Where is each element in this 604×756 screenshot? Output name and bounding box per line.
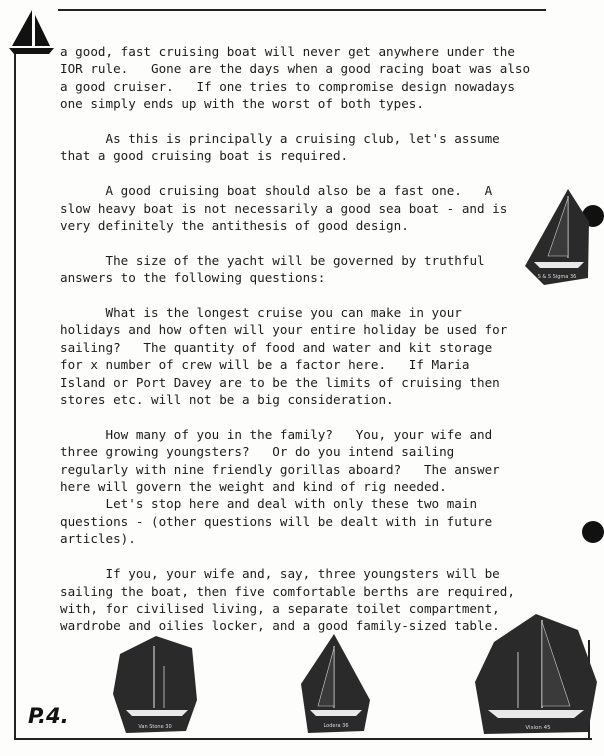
paragraph: A good cruising boat should also be a fast one. A slow heavy boat is not necessarily a good sea boat - and is very definitely the antithesis of good design. (60, 183, 508, 234)
photo-caption: Van Stone 30 (138, 724, 172, 730)
left-rule (14, 52, 16, 740)
photo-caption: Lodera 36 (323, 723, 349, 729)
paragraph: How many of you in the family? You, your wife and three growing youngsters? Or do you intend sailing regularly with nine friendly gorillas aboard? The answer here will govern the weight and kind of rig needed. (60, 426, 500, 495)
yacht-photo-right (524, 188, 590, 286)
top-rule (58, 9, 546, 11)
paragraph: As this is principally a cruising club, let's assume that a good cruising boat is required. (60, 131, 500, 164)
paragraph: Let's stop here and deal with only these two main questions - (other questions will be dealt with in future articles). (60, 496, 493, 547)
yacht-photo-bottom-right (474, 612, 598, 736)
yacht-photo-bottom-left (112, 636, 198, 734)
paragraph: What is the longest cruise you can make in your holidays and how often will your entire holiday be used for sailing? The quantity of food and water and kit storage for x number of crew will be a factor here. If Maria Island or Port Davey are to be the limits of cruising then stores etc. will not be a big consideration. (60, 305, 508, 408)
page-number: P.4. (28, 704, 69, 728)
bottom-rule (14, 738, 592, 740)
article-body (60, 43, 570, 652)
sailboat-logo-icon (6, 6, 56, 56)
paragraph: If you, your wife and, say, three youngsters will be sailing the boat, then five comfortable berths are required, with, for civilised living, a separate toilet compartment, wardrobe and oilies locker, and a good family-sized table. (60, 566, 515, 634)
photo-caption: S & S Sigma 36 (537, 274, 577, 280)
photo-caption: Vision 45 (525, 725, 551, 731)
yacht-photo-bottom-center (300, 634, 372, 734)
binder-hole-icon (582, 521, 604, 543)
paragraph: a good, fast cruising boat will never get anywhere under the IOR rule. Gone are the days when a good racing boat was also a good cruiser. If one tries to compromise design nowadays one simply ends up with the worst of both types. (60, 44, 531, 112)
paragraph: The size of the yacht will be governed by truthful answers to the following questions: (60, 252, 485, 286)
